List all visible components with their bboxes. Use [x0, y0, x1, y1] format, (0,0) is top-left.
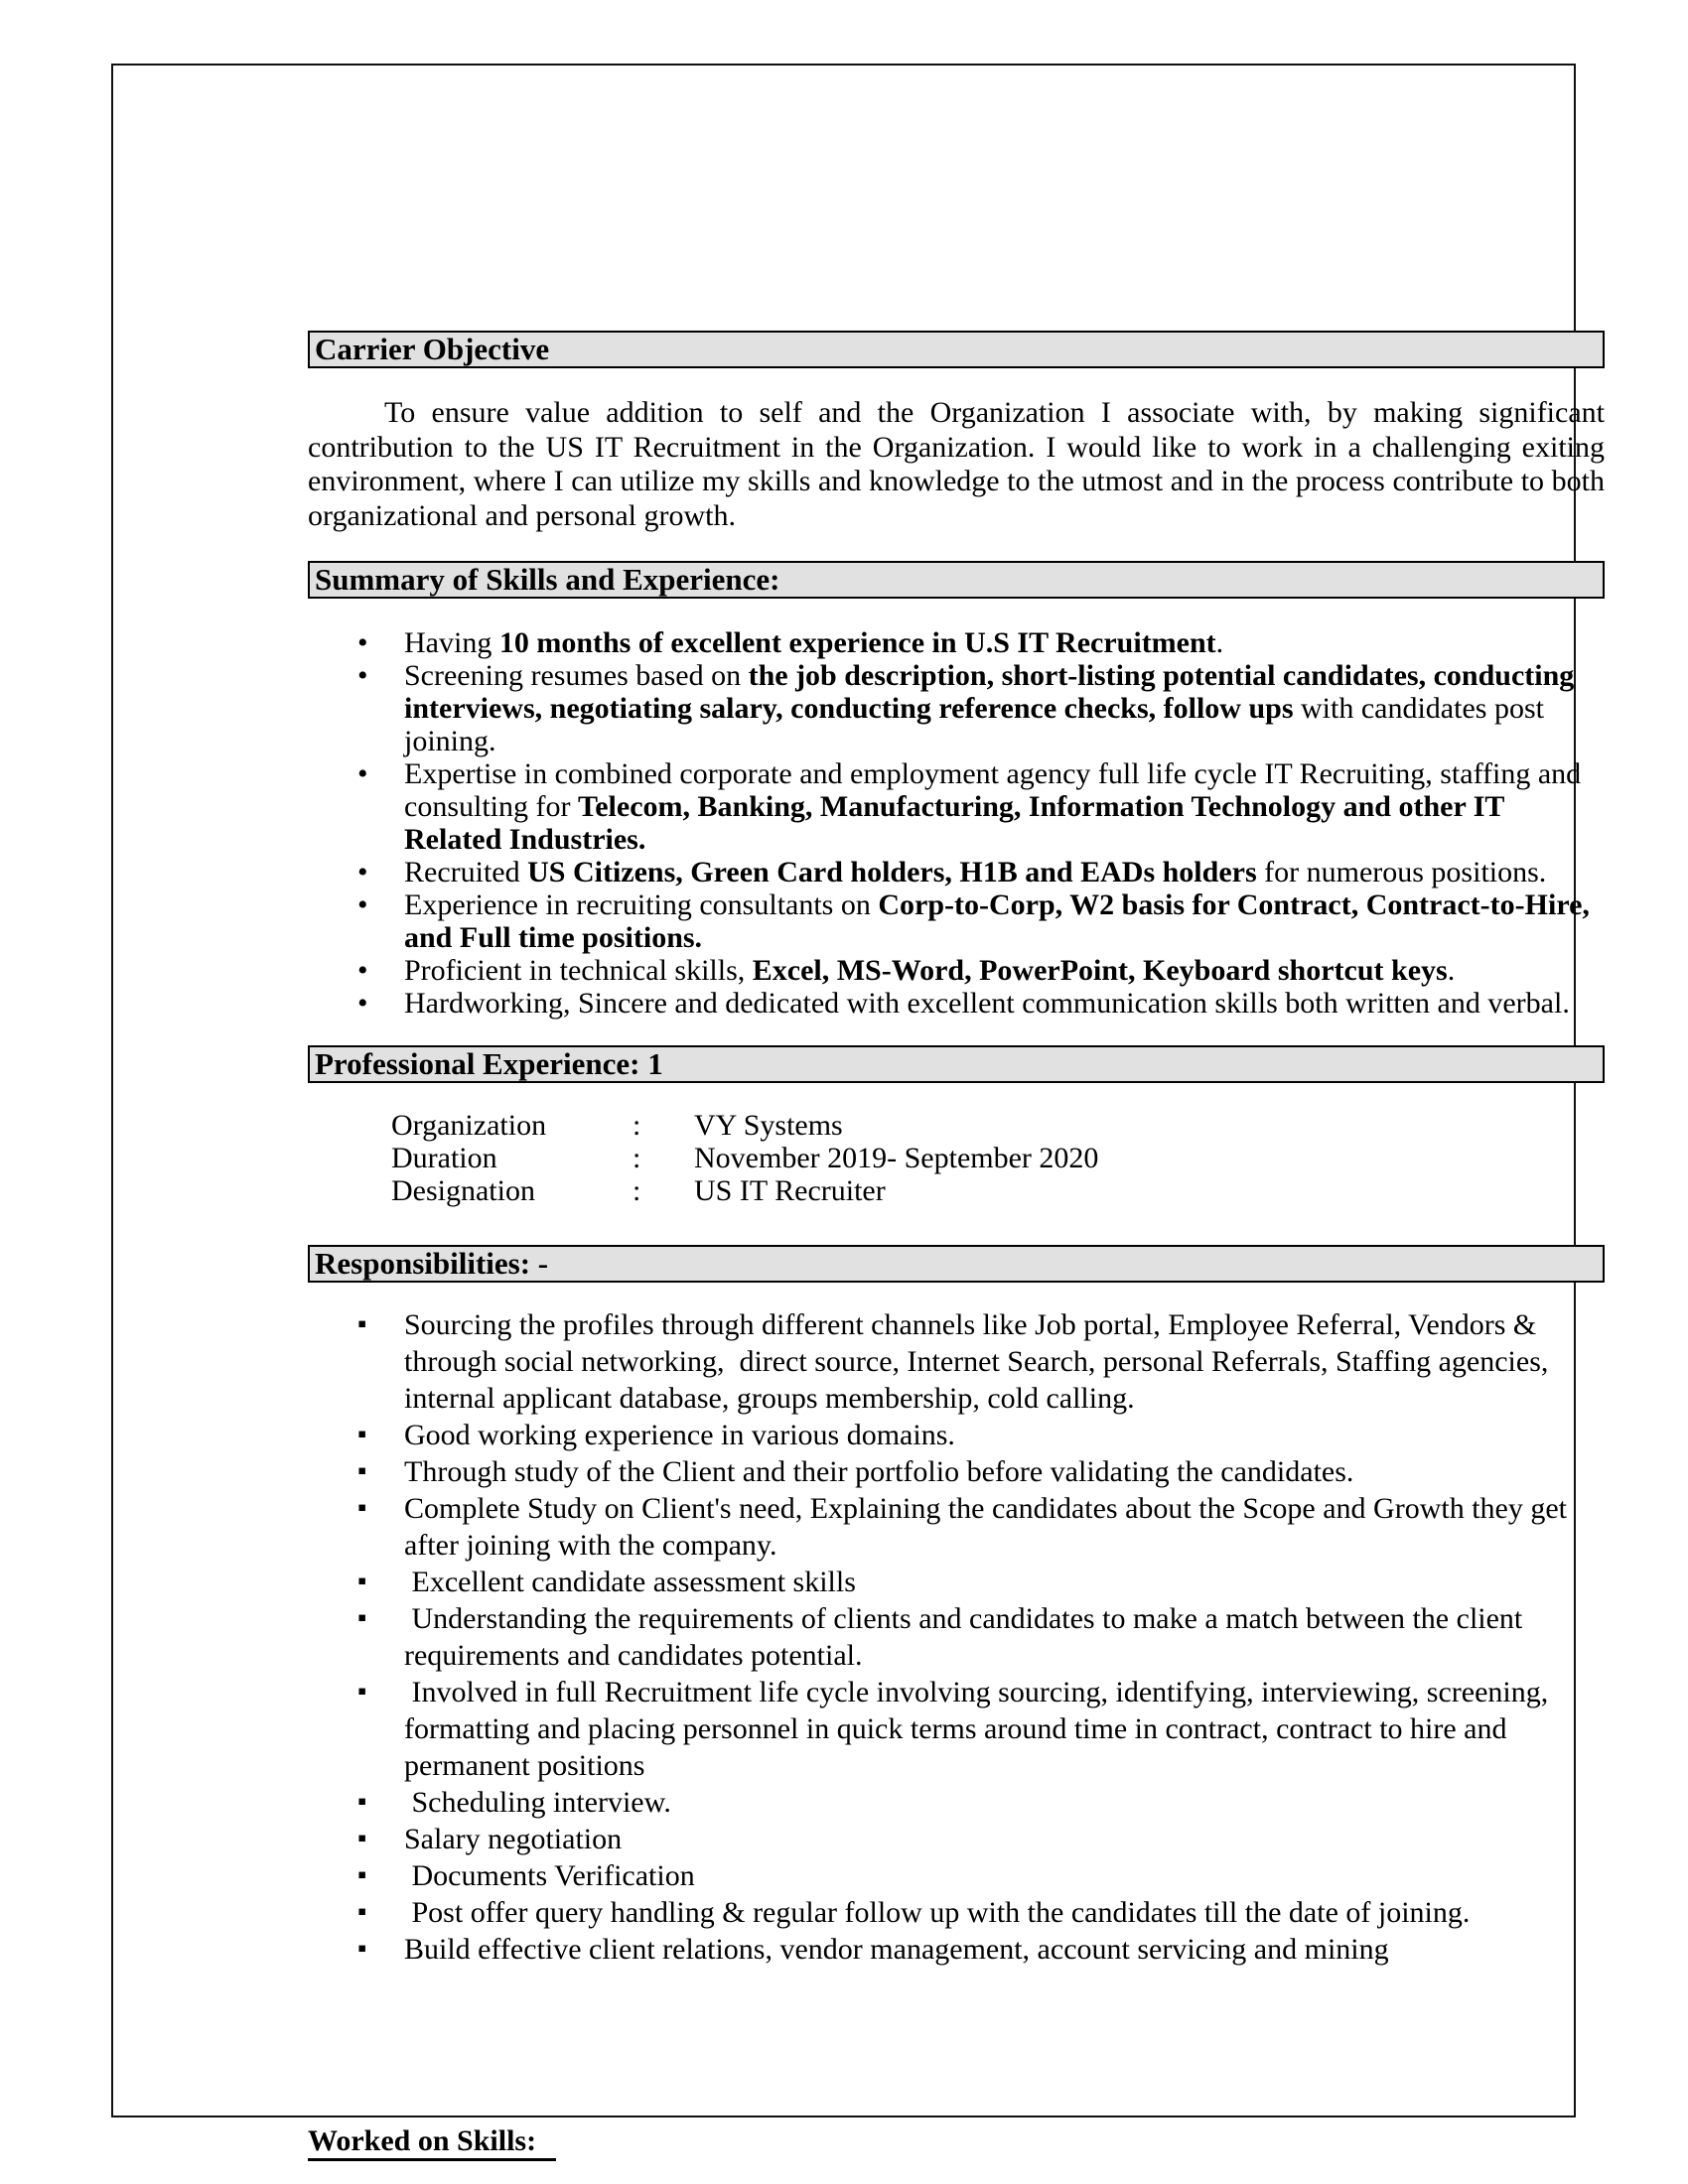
- list-item: [308, 1564, 1605, 1600]
- bullet-square-icon: ▪: [357, 1934, 367, 1963]
- list-item: [308, 1857, 1605, 1894]
- responsibility-text: Understanding the requirements of clients and candidates to make a match between the client requirements and candidates potential.: [404, 1602, 1530, 1672]
- summary-item-text: Expertise in combined corporate and employment agency full life cycle IT Recruiting, staffing and consulting for: [404, 757, 1582, 823]
- summary-item-bold: 10 months of excellent experience in U.S IT Recruitment: [498, 626, 1216, 659]
- list-item: [308, 888, 1605, 954]
- summary-item-bold: Excel, MS-Word, PowerPoint, Keyboard shortcut keys: [752, 954, 1448, 987]
- experience-colon: :: [633, 1142, 641, 1174]
- responsibility-text: Scheduling interview.: [404, 1786, 671, 1819]
- bullet-square-icon: ▪: [357, 1420, 367, 1448]
- list-item: [308, 1453, 1605, 1490]
- page-content: [308, 331, 1605, 2161]
- experience-value: November 2019- September 2020: [694, 1142, 1099, 1174]
- summary-item-text: for numerous positions.: [1256, 856, 1547, 888]
- experience-value: US IT Recruiter: [694, 1174, 886, 1207]
- list-item: [308, 1674, 1605, 1784]
- page-border: [111, 64, 1605, 2157]
- list-item: [308, 954, 1605, 987]
- bullet-square-icon: ▪: [357, 1456, 367, 1485]
- bullet-square-icon: ▪: [357, 1677, 367, 1706]
- list-item: [308, 1417, 1605, 1453]
- responsibility-text: Post offer query handling & regular follow up with the candidates till the date of joining.: [404, 1896, 1471, 1929]
- bullet-dot-icon: •: [357, 888, 368, 921]
- section-header-responsibilities: [308, 1245, 1605, 1283]
- list-item: [308, 1931, 1605, 1968]
- list-item: [308, 757, 1605, 856]
- list-item: [308, 856, 1605, 888]
- worked-on-skills-heading: [308, 2124, 1605, 2161]
- section-header-summary: [308, 561, 1605, 599]
- bullet-square-icon: ▪: [357, 1824, 367, 1852]
- responsibility-text: Involved in full Recruitment life cycle involving sourcing, identifying, interviewing, screening, formatting and placing personnel in quick terms around time in contract, contract to hire and permanent positions: [404, 1676, 1556, 1782]
- responsibility-text: Good working experience in various domains.: [404, 1419, 955, 1451]
- experience-details: [308, 1109, 1605, 1207]
- experience-value: VY Systems: [694, 1109, 843, 1142]
- section-header-carrier-objective: [308, 331, 1605, 368]
- bullet-dot-icon: •: [357, 856, 368, 888]
- experience-label: Duration: [391, 1142, 497, 1174]
- summary-item-text: Screening resumes based on: [404, 659, 749, 692]
- bullet-square-icon: ▪: [357, 1567, 367, 1595]
- summary-item-text: .: [1215, 626, 1224, 659]
- bullet-dot-icon: •: [357, 659, 368, 692]
- bullet-dot-icon: •: [357, 954, 368, 987]
- bullet-square-icon: ▪: [357, 1787, 367, 1816]
- responsibilities-title: Responsibilities: -: [315, 1246, 549, 1281]
- responsibility-text: Documents Verification: [404, 1859, 695, 1892]
- list-item: [308, 1894, 1605, 1931]
- bullet-square-icon: ▪: [357, 1603, 367, 1632]
- summary-item-bold: US Citizens, Green Card holders, H1B and EADs holders: [527, 856, 1257, 888]
- bullet-square-icon: ▪: [357, 1309, 367, 1338]
- bullet-dot-icon: •: [357, 757, 368, 790]
- responsibility-text: Excellent candidate assessment skills: [404, 1566, 856, 1598]
- summary-item-text: Experience in recruiting consultants on: [404, 888, 879, 921]
- responsibility-text: Salary negotiation: [404, 1823, 623, 1855]
- experience-colon: :: [633, 1109, 641, 1142]
- responsibility-text: Build effective client relations, vendor management, account servicing and mining: [404, 1933, 1389, 1966]
- summary-item-text: .: [1447, 954, 1456, 987]
- list-item: [308, 1490, 1605, 1564]
- bullet-dot-icon: •: [357, 626, 368, 659]
- summary-item-text: Recruited: [404, 856, 528, 888]
- summary-item-bold: the job description, short-listing potential candidates, conducting interviews, negotiating salary, conducting reference checks, follow ups: [404, 659, 1575, 725]
- list-item: [308, 659, 1605, 757]
- summary-item-bold: Telecom, Banking, Manufacturing, Information Technology and other IT Related Industries.: [404, 790, 1504, 856]
- summary-list: [308, 626, 1605, 1020]
- bullet-square-icon: ▪: [357, 1493, 367, 1522]
- list-item: [308, 987, 1605, 1020]
- experience-row-duration: [308, 1142, 1605, 1174]
- carrier-objective-title: Carrier Objective: [315, 332, 550, 366]
- summary-item-text: Proficient in technical skills,: [404, 954, 753, 987]
- bullet-square-icon: ▪: [357, 1897, 367, 1926]
- summary-title: Summary of Skills and Experience:: [315, 562, 780, 597]
- list-item: [308, 1784, 1605, 1821]
- worked-on-skills-title: Worked on Skills:: [308, 2124, 556, 2161]
- responsibility-text: Through study of the Client and their portfolio before validating the candidates.: [404, 1455, 1354, 1488]
- bullet-dot-icon: •: [357, 987, 368, 1020]
- experience-label: Designation: [391, 1174, 535, 1207]
- list-item: [308, 1306, 1605, 1417]
- list-item: [308, 1821, 1605, 1857]
- list-item: [308, 626, 1605, 659]
- professional-experience-title: Professional Experience: 1: [315, 1046, 663, 1081]
- responsibilities-list: [308, 1306, 1605, 1968]
- section-header-professional-experience: [308, 1045, 1605, 1083]
- experience-label: Organization: [391, 1109, 547, 1142]
- summary-item-bold: Corp-to-Corp, W2 basis for Contract, Contract-to-Hire, and Full time positions.: [404, 888, 1590, 954]
- summary-item-text: Hardworking, Sincere and dedicated with excellent communication skills both written and verbal.: [404, 987, 1570, 1020]
- summary-item-text: with candidates post joining.: [404, 692, 1544, 757]
- responsibility-text: Sourcing the profiles through different channels like Job portal, Employee Referral, Vendors & through social networking, direct source, Internet Search, personal Referrals, Staffing agencies, internal applicant database, groups membership, cold calling.: [404, 1308, 1556, 1415]
- list-item: [308, 1600, 1605, 1674]
- experience-colon: :: [633, 1174, 641, 1207]
- objective-paragraph: To ensure value addition to self and the Organization I associate with, by making significant contribution to the US IT Recruitment in the Organization. I would like to work in a challenging exiting environment, where I can utilize my skills and knowledge to the utmost and in the process contribute to both organizational and personal growth.: [308, 396, 1605, 532]
- bullet-square-icon: ▪: [357, 1860, 367, 1889]
- summary-item-text: Having: [404, 626, 499, 659]
- responsibility-text: Complete Study on Client's need, Explaining the candidates about the Scope and Growth they get after joining with the company.: [404, 1492, 1575, 1562]
- experience-row-organization: [308, 1109, 1605, 1142]
- experience-row-designation: [308, 1174, 1605, 1207]
